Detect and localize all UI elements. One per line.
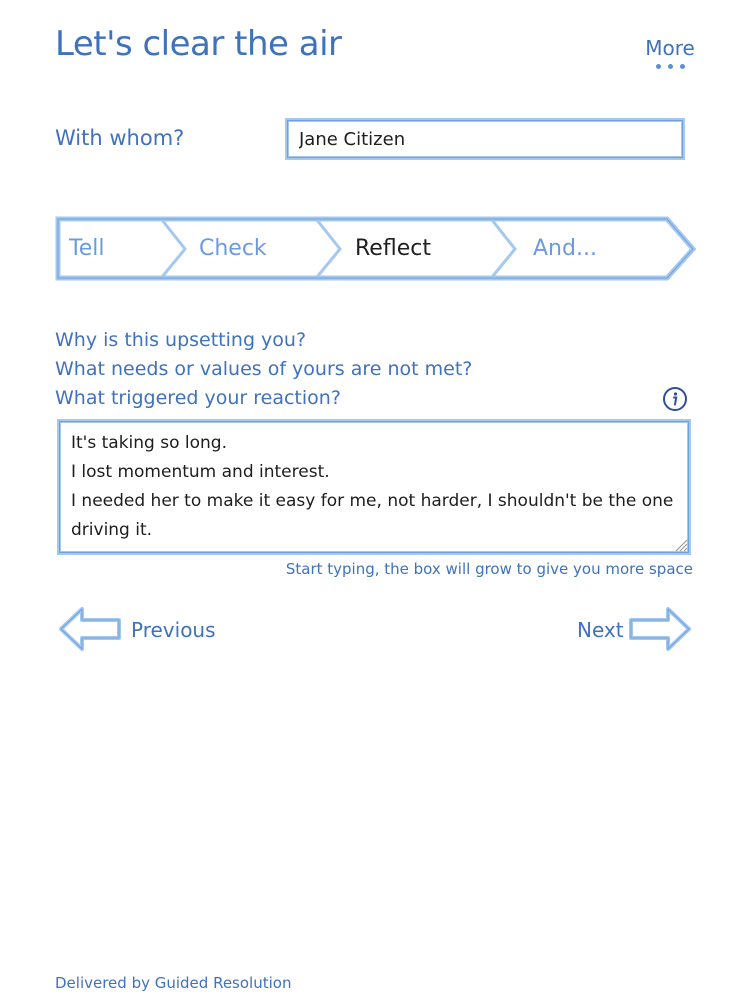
more-menu-button[interactable] bbox=[640, 36, 700, 70]
with-whom-label: With whom? bbox=[55, 126, 185, 150]
prompt-line: Why is this upsetting you? bbox=[55, 329, 307, 351]
info-icon[interactable] bbox=[662, 386, 688, 412]
next-label: Next bbox=[577, 618, 624, 642]
left-arrow-icon bbox=[58, 606, 124, 652]
textarea-hint: Start typing, the box will grow to give you more space bbox=[285, 560, 693, 578]
page-title: Let's clear the air bbox=[55, 24, 342, 64]
prompt-line: What needs or values of yours are not met? bbox=[55, 358, 473, 380]
more-dots-icon bbox=[640, 60, 700, 70]
right-arrow-icon bbox=[626, 606, 692, 652]
step-reflect[interactable]: Reflect bbox=[355, 236, 431, 261]
more-label: More bbox=[645, 36, 695, 60]
reflect-prompts bbox=[55, 326, 695, 413]
footer-credit: Delivered by Guided Resolution bbox=[55, 974, 292, 992]
reflection-textarea[interactable] bbox=[57, 419, 691, 555]
with-whom-input[interactable] bbox=[285, 118, 685, 160]
prompt-line: What triggered your reaction? bbox=[55, 387, 341, 409]
step-and[interactable]: And... bbox=[533, 236, 597, 261]
step-check[interactable]: Check bbox=[199, 236, 267, 261]
resize-grip-icon[interactable] bbox=[674, 537, 688, 551]
step-tell[interactable]: Tell bbox=[69, 236, 105, 261]
previous-label: Previous bbox=[131, 618, 216, 642]
